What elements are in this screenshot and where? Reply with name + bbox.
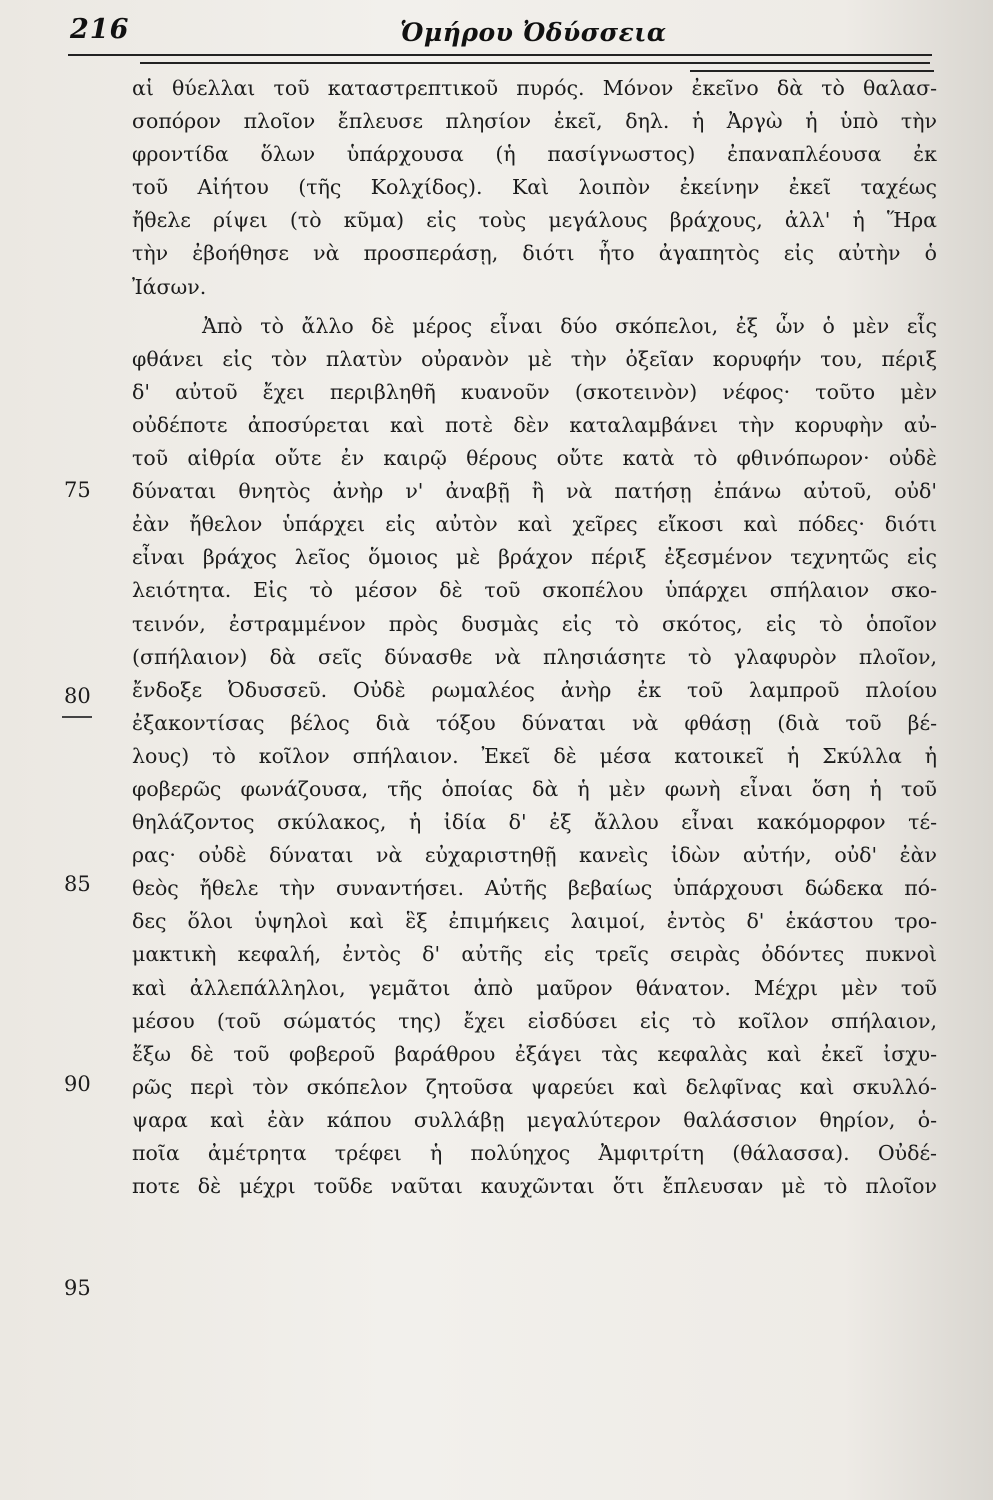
- text-line: ἔνδοξε Ὀδυσσεῦ. Οὐδὲ ρωμαλέος ἀνὴρ ἐκ τοῦ λαμπροῦ πλοίου: [132, 677, 937, 702]
- line-number-85: 85: [64, 872, 91, 896]
- text-line: αἱ θύελλαι τοῦ καταστρεπτικοῦ πυρός. Μόνον ἐκεῖνο δὰ τὸ θαλασ-: [132, 76, 937, 100]
- line-number-80-underline: [62, 716, 92, 718]
- text-line: θεὸς ἤθελε τὴν συναντήσει. Αὐτῆς βεβαίως ὑπάρχουσι δώδεκα πό-: [132, 876, 937, 901]
- text-line: φθάνει εἰς τὸν πλατὺν οὐρανὸν μὲ τὴν ὀξεῖαν κορυφήν του, πέριξ: [132, 346, 937, 371]
- text-line: ἐξακοντίσας βέλος διὰ τόξου δύναται νὰ φθάσῃ (διὰ τοῦ βέ-: [132, 710, 937, 735]
- text-line: θηλάζοντος σκύλακος, ἡ ἰδία δ' ἐξ ἄλλου εἶναι κακόμορφον τέ-: [132, 810, 937, 835]
- text-line: τὴν ἐβοήθησε νὰ προσπεράσῃ, διότι ἦτο ἀγαπητὸς εἰς αὐτὴν ὁ: [132, 241, 937, 266]
- text-line: ρῶς περὶ τὸν σκόπελον ζητοῦσα ψαρεύει καὶ δελφῖνας καὶ σκυλλό-: [132, 1074, 937, 1099]
- text-line: Ἰάσων.: [132, 274, 207, 299]
- text-line: τεινόν, ἐστραμμένον πρὸς δυσμὰς εἰς τὸ σκότος, εἰς τὸ ὁποῖον: [132, 611, 937, 636]
- text-line: καὶ ἀλλεπάλληλοι, γεμᾶτοι ἀπὸ μαῦρον θάνατον. Μέχρι μὲν τοῦ: [132, 975, 937, 1000]
- line-number-90: 90: [64, 1072, 91, 1096]
- text-line: σοπόρον πλοῖον ἔπλευσε πλησίον ἐκεῖ, δηλ. ἡ Ἀργὼ ἡ ὑπὸ τὴν: [132, 109, 937, 134]
- page-number: 216: [70, 14, 130, 45]
- line-number-80: 80: [64, 684, 91, 708]
- line-number-95: 95: [64, 1276, 91, 1300]
- text-line: ἐὰν ἤθελον ὑπάρχει εἰς αὐτὸν καὶ χεῖρες εἴκοσι καὶ πόδες· διότι: [132, 512, 937, 537]
- text-line: (σπήλαιον) δὰ σεῖς δύνασθε νὰ πλησιάσητε τὸ γλαφυρὸν πλοῖον,: [132, 644, 937, 669]
- text-line: ἔξω δὲ τοῦ φοβεροῦ βαράθρου ἐξάγει τὰς κεφαλὰς καὶ ἐκεῖ ἰσχυ-: [132, 1041, 937, 1066]
- text-line: φροντίδα ὅλων ὑπάρχουσα (ἡ πασίγνωστος) ἐπαναπλέουσα ἐκ: [132, 142, 937, 167]
- text-line: λειότητα. Εἰς τὸ μέσον δὲ τοῦ σκοπέλου ὑπάρχει σπήλαιον σκο-: [132, 578, 937, 603]
- text-line: μέσου (τοῦ σώματός της) ἔχει εἰσδύσει εἰς τὸ κοῖλον σπήλαιον,: [132, 1008, 937, 1033]
- text-line: Ἀπὸ τὸ ἄλλο δὲ μέρος εἶναι δύο σκόπελοι, ἐξ ὧν ὁ μὲν εἷς: [202, 313, 937, 338]
- running-title: Ὁμήρου Ὀδύσσεια: [400, 18, 667, 47]
- text-line: ρας· οὐδὲ δύναται νὰ εὐχαριστηθῇ κανεὶς ἰδὼν αὐτήν, οὐδ' ἐὰν: [132, 843, 937, 868]
- text-line: εἶναι βράχος λεῖος ὅμοιος μὲ βράχον πέριξ ἐξεσμένον τεχνητῶς εἰς: [132, 545, 937, 570]
- body-text: [132, 72, 937, 1203]
- text-line: μακτικὴ κεφαλή, ἐντὸς δ' αὐτῆς εἰς τρεῖς σειρὰς ὀδόντες πυκνοὶ: [132, 942, 937, 967]
- header-rule-top: [68, 54, 932, 56]
- text-line: δύναται θνητὸς ἀνὴρ ν' ἀναβῇ ἢ νὰ πατήσῃ ἐπάνω αὐτοῦ, οὐδ': [132, 479, 937, 504]
- text-line: ἤθελε ρίψει (τὸ κῦμα) εἰς τοὺς μεγάλους βράχους, ἀλλ' ἡ Ἥρα: [132, 208, 937, 233]
- text-line: δες ὅλοι ὑψηλοὶ καὶ ἓξ ἐπιμήκεις λαιμοί, ἐντὸς δ' ἑκάστου τρο-: [132, 909, 937, 934]
- text-line: οὐδέποτε ἀποσύρεται καὶ ποτὲ δὲν καταλαμβάνει τὴν κορυφὴν αὐ-: [132, 412, 937, 437]
- text-line: ποτε δὲ μέχρι τοῦδε ναῦται καυχῶνται ὅτι ἔπλευσαν μὲ τὸ πλοῖον: [132, 1174, 937, 1199]
- text-line: ψαρα καὶ ἐὰν κάπου συλλάβῃ μεγαλύτερον θαλάσσιον θηρίον, ὁ-: [132, 1107, 937, 1132]
- header-rule-middle: [140, 62, 930, 64]
- text-line: δ' αὐτοῦ ἔχει περιβληθῆ κυανοῦν (σκοτεινὸν) νέφος· τοῦτο μὲν: [132, 379, 937, 404]
- text-line: λους) τὸ κοῖλον σπήλαιον. Ἐκεῖ δὲ μέσα κατοικεῖ ἡ Σκύλλα ἡ: [132, 743, 937, 768]
- line-number-75: 75: [64, 478, 91, 502]
- text-line: ποῖα ἀμέτρητα τρέφει ἡ πολύηχος Ἀμφιτρίτη (θάλασσα). Οὐδέ-: [132, 1141, 937, 1165]
- text-line: τοῦ αἰθρία οὔτε ἐν καιρῷ θέρους οὔτε κατὰ τὸ φθινόπωρον· οὐδὲ: [132, 446, 937, 471]
- text-line: φοβερῶς φωνάζουσα, τῆς ὁποίας δὰ ἡ μὲν φωνὴ εἶναι ὅση ἡ τοῦ: [132, 776, 937, 801]
- text-line: τοῦ Αἰήτου (τῆς Κολχίδος). Καὶ λοιπὸν ἐκείνην ἐκεῖ ταχέως: [132, 175, 937, 200]
